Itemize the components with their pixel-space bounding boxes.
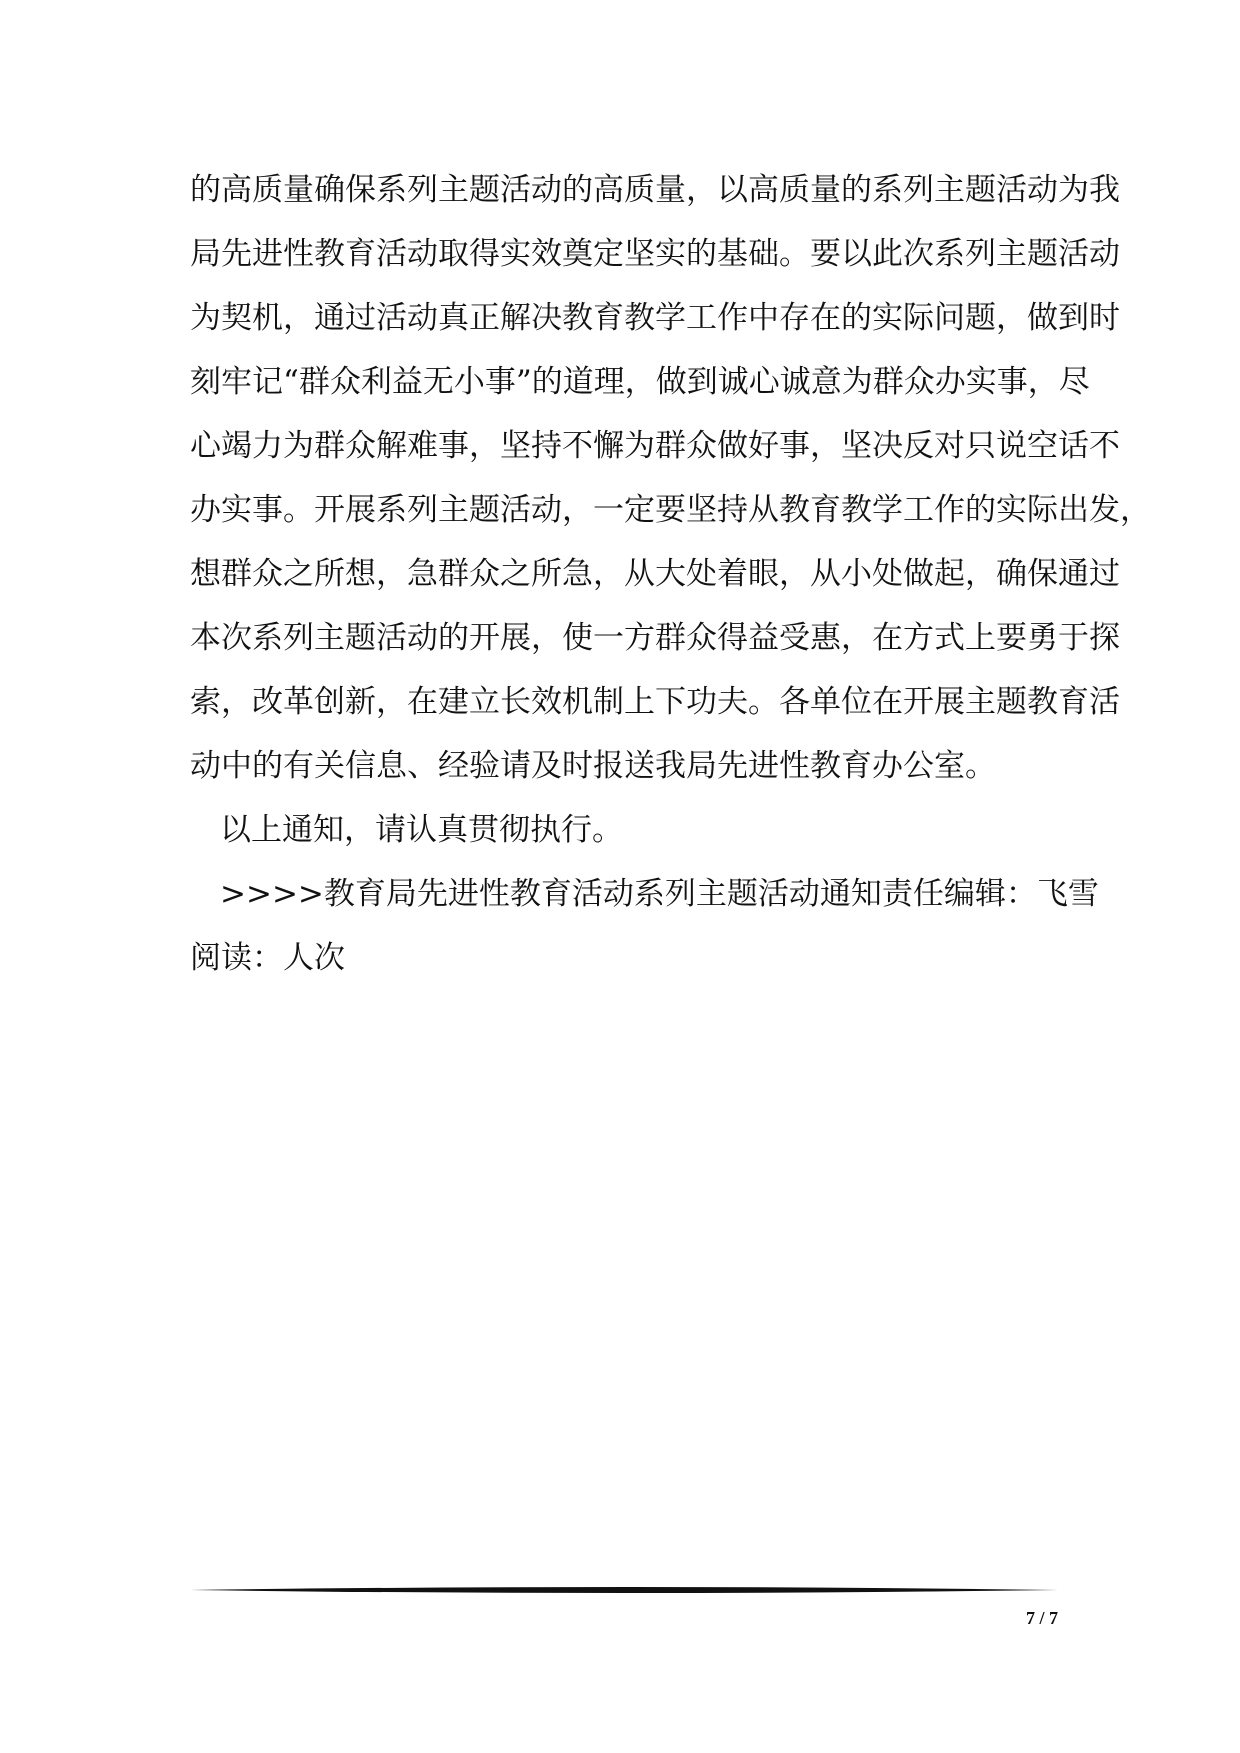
body-line-8: 本次系列主题活动的开展，使一方群众得益受惠，在方式上要勇于探 (190, 620, 1120, 656)
body-line-7: 想群众之所想，急群众之所急，从大处着眼，从小处做起，确保通过 (190, 556, 1120, 592)
body-line-6: 办实事。开展系列主题活动，一定要坚持从教育教学工作的实际出发， (190, 492, 1151, 528)
body-line-3: 为契机，通过活动真正解决教育教学工作中存在的实际问题，做到时 (190, 300, 1120, 336)
body-line-5: 心竭力为群众解难事，坚持不懈为群众做好事，坚决反对只说空话不 (190, 428, 1120, 464)
footer-divider (190, 1584, 1058, 1596)
page-number: 7 / 7 (1025, 1608, 1058, 1628)
body-line-10: 动中的有关信息、经验请及时报送我局先进性教育办公室。 (190, 748, 996, 784)
body-line-1: 的高质量确保系列主题活动的高质量，以高质量的系列主题活动为我 (190, 172, 1120, 208)
document-body (190, 158, 1151, 990)
related-article-link[interactable]: >>>>教育局先进性教育活动系列主题活动通知责任编辑：飞雪 (220, 876, 1099, 912)
closing-paragraph: 以上通知，请认真贯彻执行。 (220, 812, 623, 848)
reading-count: 阅读：人次 (190, 940, 345, 976)
body-line-9: 索，改革创新，在建立长效机制上下功夫。各单位在开展主题教育活 (190, 684, 1120, 720)
body-line-4: 刻牢记“群众利益无小事”的道理，做到诚心诚意为群众办实事，尽 (190, 364, 1090, 400)
body-line-2: 局先进性教育活动取得实效奠定坚实的基础。要以此次系列主题活动 (190, 236, 1120, 272)
